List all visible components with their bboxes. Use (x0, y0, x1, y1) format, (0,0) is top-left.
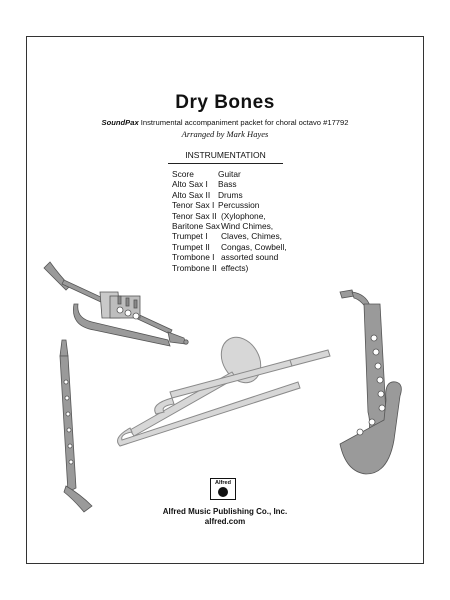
instrument-item: Wind Chimes, (221, 221, 274, 232)
instrument-item: Alto Sax II (172, 189, 211, 200)
instrument-item: Trombone II (172, 262, 217, 273)
logo-mark-icon (218, 487, 228, 497)
publisher-website: alfred.com (204, 517, 246, 526)
instrument-item: Baritone Sax (172, 221, 220, 232)
instrumentation-heading: INSTRUMENTATION (168, 150, 283, 164)
instrument-item: Trumpet II (172, 241, 210, 252)
cover-title: Dry Bones (175, 92, 275, 113)
instrument-item: effects) (221, 262, 249, 273)
instrument-item: Guitar (218, 169, 241, 179)
instrument-item: Drums (218, 189, 243, 200)
instrument-item: Trumpet I (172, 231, 208, 242)
instrument-item: Claves, Chimes, (221, 231, 282, 242)
instrument-item: Bass (218, 179, 237, 190)
instrument-item: Score (172, 169, 194, 179)
brand-name: SoundPax (101, 118, 139, 127)
arranger-credit: Arranged by Mark Hayes (181, 129, 269, 139)
instrument-item: Alto Sax I (172, 179, 208, 190)
trumpet-icon (44, 262, 188, 346)
trombone-icon (118, 330, 330, 446)
instrument-item: Tenor Sax I (172, 200, 215, 211)
alfred-logo (210, 478, 236, 500)
logo-text: Alfred (215, 480, 231, 486)
instrument-item: (Xylophone, (221, 210, 266, 221)
subtitle-text: Instrumental accompaniment packet for choral octavo #17792 (138, 118, 349, 127)
instrument-item: Tenor Sax II (172, 210, 217, 221)
publisher-name: Alfred Music Publishing Co., Inc. (162, 507, 288, 516)
instrument-item: Percussion (218, 200, 260, 211)
instrument-item: Congas, Cowbell, (221, 241, 287, 252)
instrument-item: Trombone I (172, 252, 215, 263)
instrument-item: assorted sound (221, 252, 279, 263)
saxophone-icon (340, 290, 401, 474)
clarinet-icon (60, 340, 92, 512)
